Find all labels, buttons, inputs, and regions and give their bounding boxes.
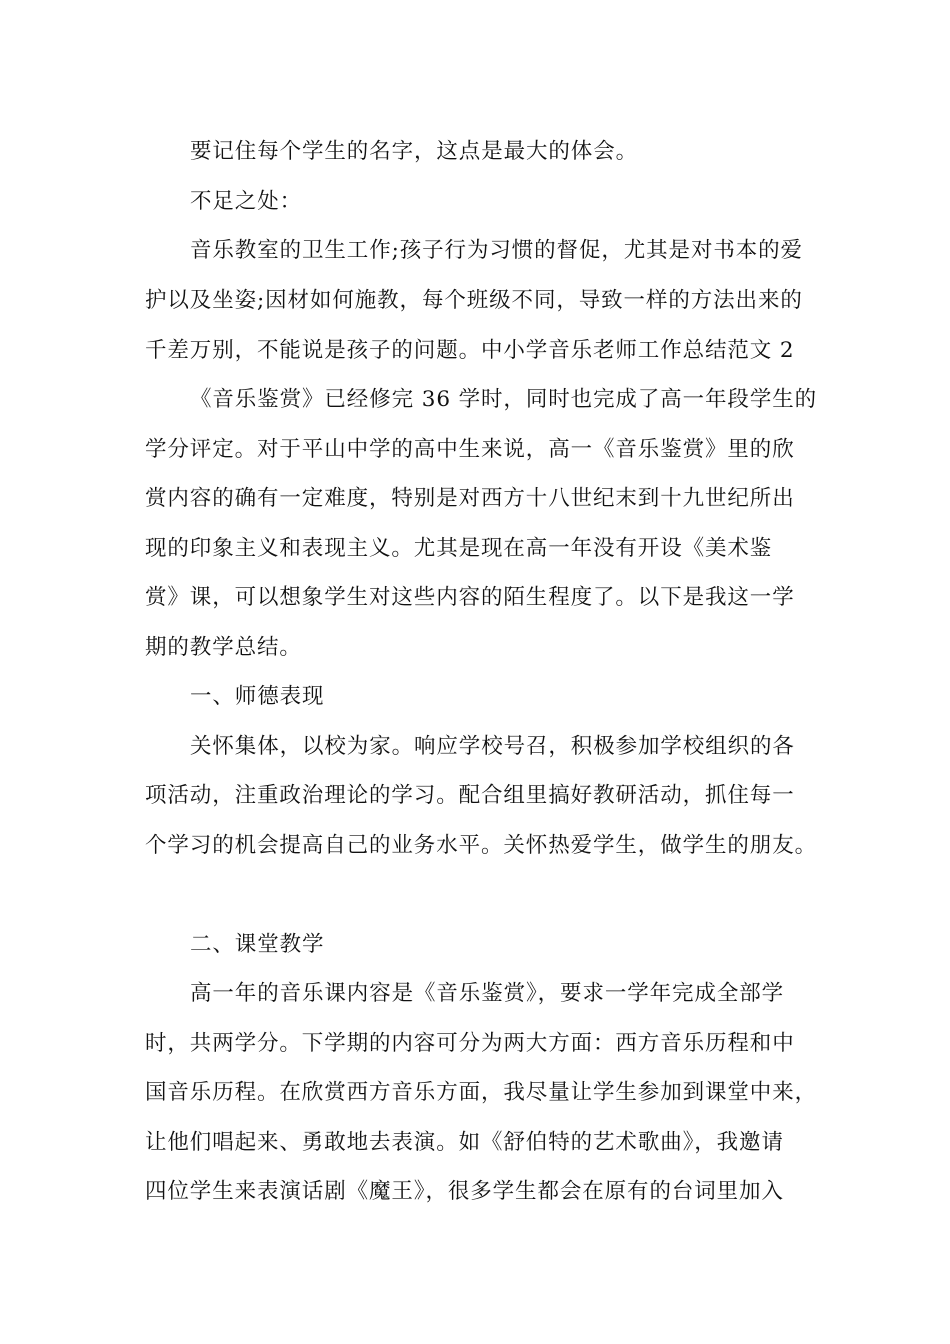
text-line: 护以及坐姿;因材如何施教，每个班级不同，导致一样的方法出来的 (145, 288, 803, 313)
text-line: 时，共两学分。下学期的内容可分为两大方面：西方音乐历程和中 (145, 1031, 795, 1056)
text-line: 千差万别，不能说是孩子的问题。中小学音乐老师工作总结范文 2 (145, 338, 795, 363)
section-heading-shortcomings: 不足之处： (190, 189, 303, 214)
section-heading-classroom: 二、课堂教学 (190, 932, 325, 957)
text-line: 国音乐历程。在欣赏西方音乐方面，我尽量让学生参加到课堂中来， (145, 1080, 818, 1105)
text-line: 四位学生来表演话剧《魔王》，很多学生都会在原有的台词里加入 (145, 1179, 784, 1204)
text-line: 关怀集体，以校为家。响应学校号召，积极参加学校组织的各 (190, 734, 795, 759)
text-line: 《音乐鉴赏》已经修完 36 学时，同时也完成了高一年段学生的 (190, 387, 818, 412)
text-line: 赏内容的确有一定难度，特别是对西方十八世纪末到十九世纪所出 (145, 486, 795, 511)
text-line: 个学习的机会提高自己的业务水平。关怀热爱学生，做学生的朋友。 (145, 833, 818, 858)
text-line: 期的教学总结。 (145, 635, 302, 660)
text-line: 现的印象主义和表现主义。尤其是现在高一年没有开设《美术鉴 (145, 536, 773, 561)
text-line: 高一年的音乐课内容是《音乐鉴赏》，要求一学年完成全部学 (190, 981, 785, 1006)
text-line: 要记住每个学生的名字，这点是最大的体会。 (190, 139, 639, 164)
text-line: 项活动，注重政治理论的学习。配合组里搞好教研活动，抓住每一 (145, 783, 795, 808)
section-heading-ethics: 一、师德表现 (190, 684, 325, 709)
text-line: 赏》课，可以想象学生对这些内容的陌生程度了。以下是我这一学 (145, 585, 795, 610)
text-line: 学分评定。对于平山中学的高中生来说，高一《音乐鉴赏》里的欣 (145, 437, 795, 462)
text-line: 音乐教室的卫生工作;孩子行为习惯的督促，尤其是对书本的爱 (190, 238, 803, 263)
text-line: 让他们唱起来、勇敢地去表演。如《舒伯特的艺术歌曲》，我邀请 (145, 1130, 784, 1155)
